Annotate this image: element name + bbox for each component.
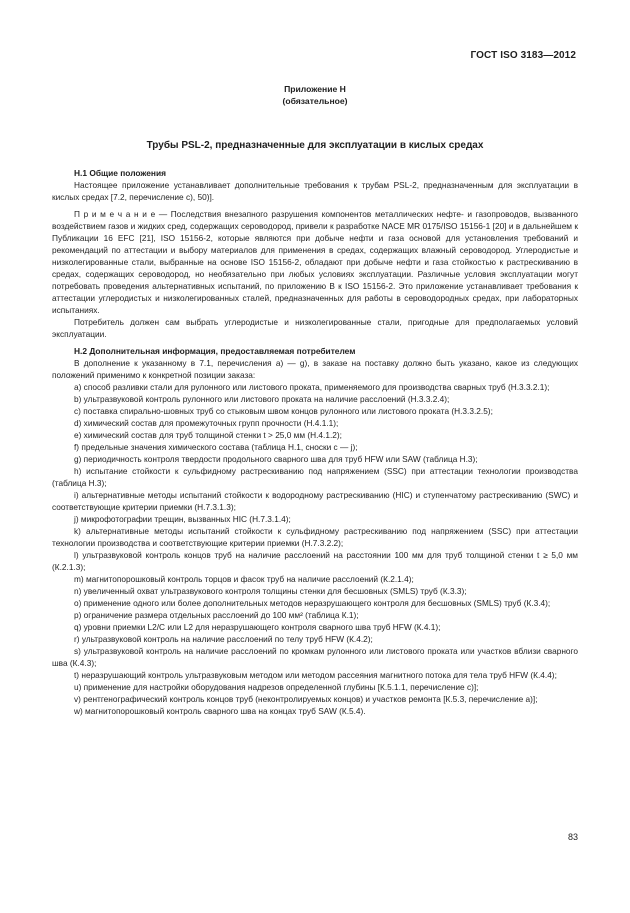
list-item-r: r) ультразвуковой контроль на наличие расслоений по телу труб HFW (К.4.2);: [74, 634, 373, 644]
list-item-c: c) поставка спирально-шовных труб со стыковым швом концов рулонного или листового проката (Н.3.3.2.5);: [74, 406, 493, 416]
list-item-i: i) альтернативные методы испытаний стойкости к водородному растрескиванию (HIC) и ступенчатому растрескиванию (SWC) и соответствующие критерии приемки (Н.7.3.1.3);: [52, 490, 578, 512]
list-item-n: n) увеличенный охват ультразвукового контроля толщины стенки для бесшовных (SMLS) труб (К.3.3);: [74, 586, 467, 596]
list-item-k: k) альтернативные методы испытаний стойкости к сульфидному растрескиванию под напряжением (SSC) при аттестации технологии производства и соответствующие критерии приемки (Н.7.3.2.2);: [52, 526, 578, 548]
list-item-b: b) ультразвуковой контроль рулонного или листового проката на наличие расслоений (Н.3.3.2.4);: [74, 394, 450, 404]
paragraph-customer-choice: Потребитель должен сам выбрать углеродистые и низколегированные стали, пригодные для предполагаемых условий эксплуатации.: [52, 317, 578, 339]
list-item-h: h) испытание стойкости к сульфидному растрескиванию под напряжением (SSC) при аттестации технологии производства (таблица Н.3);: [52, 466, 578, 488]
section-heading-general: Н.1 Общие положения: [74, 168, 167, 178]
list-item-j: j) микрофотографии трещин, вызванных HIC (Н.7.3.1.4);: [74, 514, 291, 524]
appendix-label: Приложение Н: [284, 84, 346, 94]
page-number: 83: [567, 832, 578, 842]
list-item-f: f) предельные значения химического состава (таблица Н.1, сноски с — j);: [74, 442, 358, 452]
appendix-status: (обязательное): [282, 96, 348, 106]
list-item-w: w) магнитопорошковый контроль сварного шва на концах труб SAW (К.5.4).: [74, 706, 366, 716]
list-item-v: v) рентгенографический контроль концов труб (неконтролируемых концов) и участков ремонта [К.5.3, перечисление а)];: [74, 694, 538, 704]
document-code: ГОСТ ISO 3183—2012: [470, 50, 576, 61]
note-paragraph: П р и м е ч а н и е — Последствия внезапного разрушения компонентов металлических нефте- и газопроводов, вызванного воздействием газов и жидких сред, содержащих сероводород, привели к разработке NACE MR 0175/ISO 15156-1 [20] и в дальнейшем к Публикации 16 EFC [21], ISO 15156-2, которые являются при добыче нефти и газа основой для установления требований и рекомендаций по аттестации и выбору материалов для применения в средах, содержащих влажный сероводород. Углеродистые и низколегированные стали, выбранные на основе ISO 15156-2, обладают при добыче нефти и газа стойкостью к растрескиванию в средах, содержащих сероводород, но необязательно при любых условиях эксплуатации. Различные условия эксплуатации могут потребовать проведения альтернативных испытаний, по приложению В к ISO 15156-2. Это приложение устанавливает требования к аттестации углеродистых и низколегированных сталей, предназначенных для работы в сероводородных средах, при лабораторных испытаниях.: [52, 209, 578, 315]
paragraph-general-intro: Настоящее приложение устанавливает дополнительные требования к трубам PSL-2, предназначенным для эксплуатации в кислых средах [7.2, перечисление с), 50)].: [52, 180, 578, 202]
list-item-u: u) применение для настройки оборудования надрезов определенной глубины [К.5.1.1, перечисление с)];: [74, 682, 479, 692]
section-heading-additional-info: Н.2 Дополнительная информация, предоставляемая потребителем: [74, 346, 356, 356]
list-item-g: g) периодичность контроля твердости продольного сварного шва для труб HFW или SAW (таблица Н.3);: [74, 454, 478, 464]
list-item-e: e) химический состав для труб толщиной стенки t > 25,0 мм (Н.4.1.2);: [74, 430, 342, 440]
document-body: [52, 167, 578, 717]
list-item-d: d) химический состав для промежуточных групп прочности (Н.4.1.1);: [74, 418, 339, 428]
paragraph-order-intro: В дополнение к указанному в 7.1, перечисления а) — g), в заказе на поставку должно быть указано, какое из следующих положений применимо к конкретной позиции заказа:: [52, 358, 578, 380]
appendix-heading: [0, 83, 630, 107]
list-item-p: p) ограничение размера отдельных расслоений до 100 мм² (таблица К.1);: [74, 610, 359, 620]
list-item-a: a) способ разливки стали для рулонного или листового проката, применяемого для производства сварных труб (Н.3.3.2.1);: [74, 382, 550, 392]
list-item-o: o) применение одного или более дополнительных методов неразрушающего контроля для бесшовных (SMLS) труб (К.3.4);: [74, 598, 551, 608]
list-item-q: q) уровни приемки L2/C или L2 для неразрушающего контроля сварного шва труб HFW (К.4.1);: [74, 622, 441, 632]
list-item-l: l) ультразвуковой контроль концов труб на наличие расслоений на расстоянии 100 мм для труб толщиной стенки t ≥ 5,0 мм (К.2.1.3);: [52, 550, 578, 572]
list-item-s: s) ультразвуковой контроль на наличие расслоений по кромкам рулонного или листового проката или участков вблизи сварного шва (К.4.3);: [52, 646, 578, 668]
list-item-m: m) магнитопорошковый контроль торцов и фасок труб на наличие расслоений (К.2.1.4);: [74, 574, 414, 584]
page-title: Трубы PSL-2, предназначенные для эксплуатации в кислых средах: [146, 140, 484, 151]
list-item-t: t) неразрушающий контроль ультразвуковым методом или методом рассеяния магнитного потока для тела труб HFW (К.4.4);: [74, 670, 557, 680]
